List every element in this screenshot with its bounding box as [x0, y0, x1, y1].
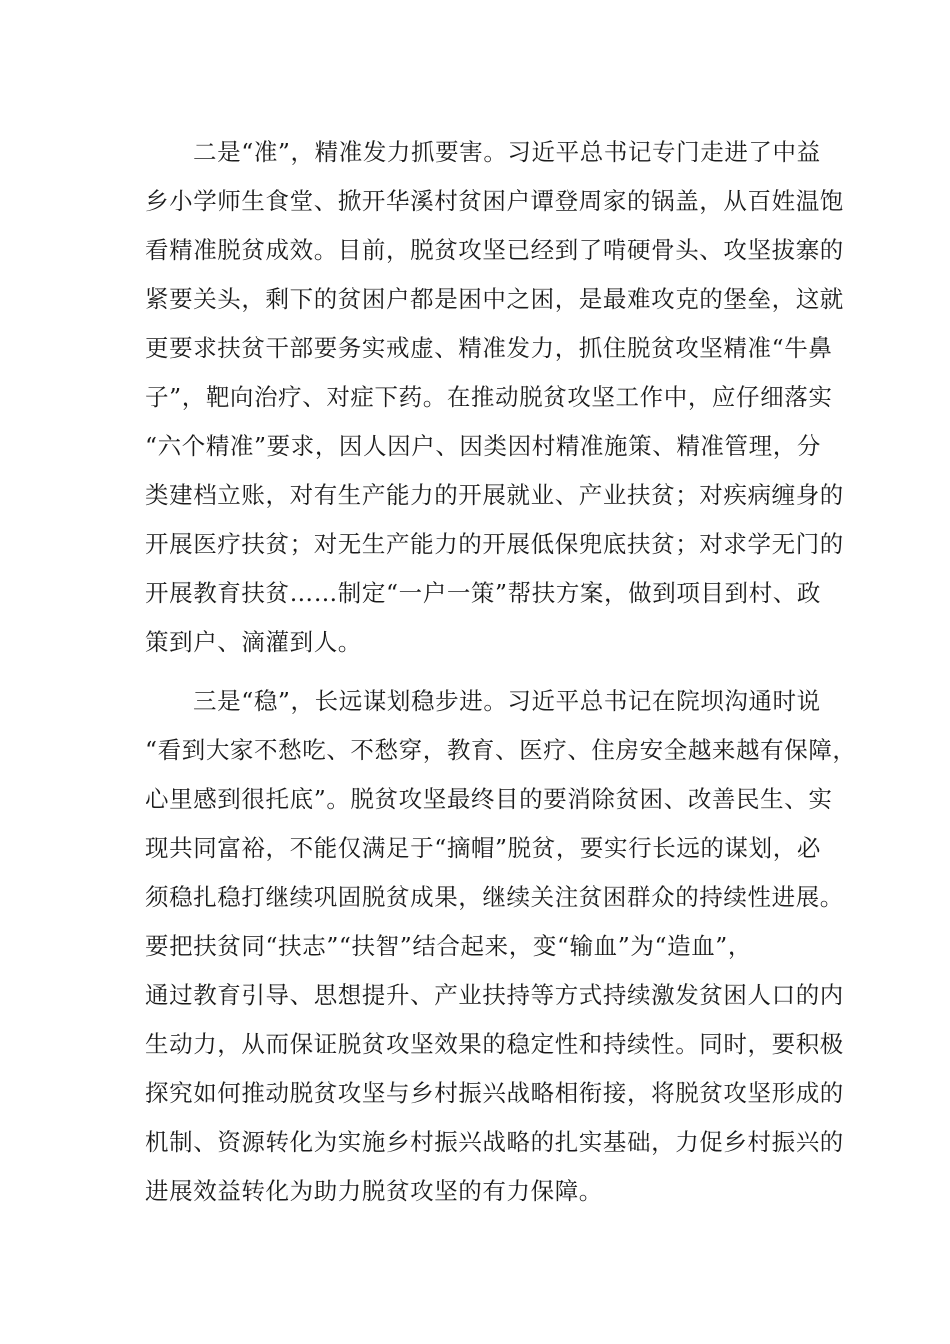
paragraph-1-line-4: 紧要关头，剩下的贫困户都是困中之困，是最难攻克的堡垒，这就: [145, 285, 844, 313]
paragraph-1-line-2: 乡小学师生食堂、掀开华溪村贫困户谭登周家的锅盖，从百姓温饱: [145, 187, 844, 215]
paragraph-2-line-3: 心里感到很托底”。脱贫攻坚最终目的要消除贫困、改善民生、实: [145, 785, 833, 813]
paragraph-1-line-3: 看精准脱贫成效。目前，脱贫攻坚已经到了啃硬骨头、攻坚拔寨的: [145, 236, 844, 264]
paragraph-2-line-5: 须稳扎稳打继续巩固脱贫成果，继续关注贫困群众的持续性进展。: [145, 883, 844, 911]
paragraph-2-line-10: 机制、资源转化为实施乡村振兴战略的扎实基础，力促乡村振兴的: [145, 1128, 844, 1156]
paragraph-1-line-11: 策到户、滴灌到人。: [145, 628, 362, 656]
paragraph-1-line-9: 开展医疗扶贫；对无生产能力的开展低保兜底扶贫；对求学无门的: [145, 530, 844, 558]
paragraph-2-line-7: 通过教育引导、思想提升、产业扶持等方式持续激发贫困人口的内: [145, 981, 844, 1009]
paragraph-2-line-6: 要把扶贫同“扶志”“扶智”结合起来，变“输血”为“造血”，: [145, 932, 753, 960]
paragraph-1-line-1: 二是“准”，精准发力抓要害。习近平总书记专门走进了中益: [193, 138, 821, 166]
paragraph-1-line-5: 更要求扶贫干部要务实戒虚、精准发力，抓住脱贫攻坚精准“牛鼻: [145, 334, 833, 362]
paragraph-2-line-4: 现共同富裕，不能仅满足于“摘帽”脱贫，要实行长远的谋划，必: [145, 834, 821, 862]
paragraph-1-line-8: 类建档立账，对有生产能力的开展就业、产业扶贫；对疾病缠身的: [145, 481, 844, 509]
paragraph-2-line-8: 生动力，从而保证脱贫攻坚效果的稳定性和持续性。同时，要积极: [145, 1030, 844, 1058]
paragraph-2-line-1: 三是“稳”，长远谋划稳步进。习近平总书记在院坝沟通时说: [193, 687, 821, 715]
paragraph-1-line-7: “六个精准”要求，因人因户、因类因村精准施策、精准管理，分: [145, 432, 821, 460]
paragraph-2-line-11: 进展效益转化为助力脱贫攻坚的有力保障。: [145, 1177, 603, 1205]
paragraph-2-line-9: 探究如何推动脱贫攻坚与乡村振兴战略相衔接，将脱贫攻坚形成的: [145, 1079, 844, 1107]
paragraph-1-line-6: 子”，靶向治疗、对症下药。在推动脱贫攻坚工作中，应仔细落实: [145, 383, 833, 411]
paragraph-1-line-10: 开展教育扶贫……制定“一户一策”帮扶方案，做到项目到村、政: [145, 579, 821, 607]
paragraph-2-line-2: “看到大家不愁吃、不愁穿，教育、医疗、住房安全越来越有保障，: [145, 736, 857, 764]
